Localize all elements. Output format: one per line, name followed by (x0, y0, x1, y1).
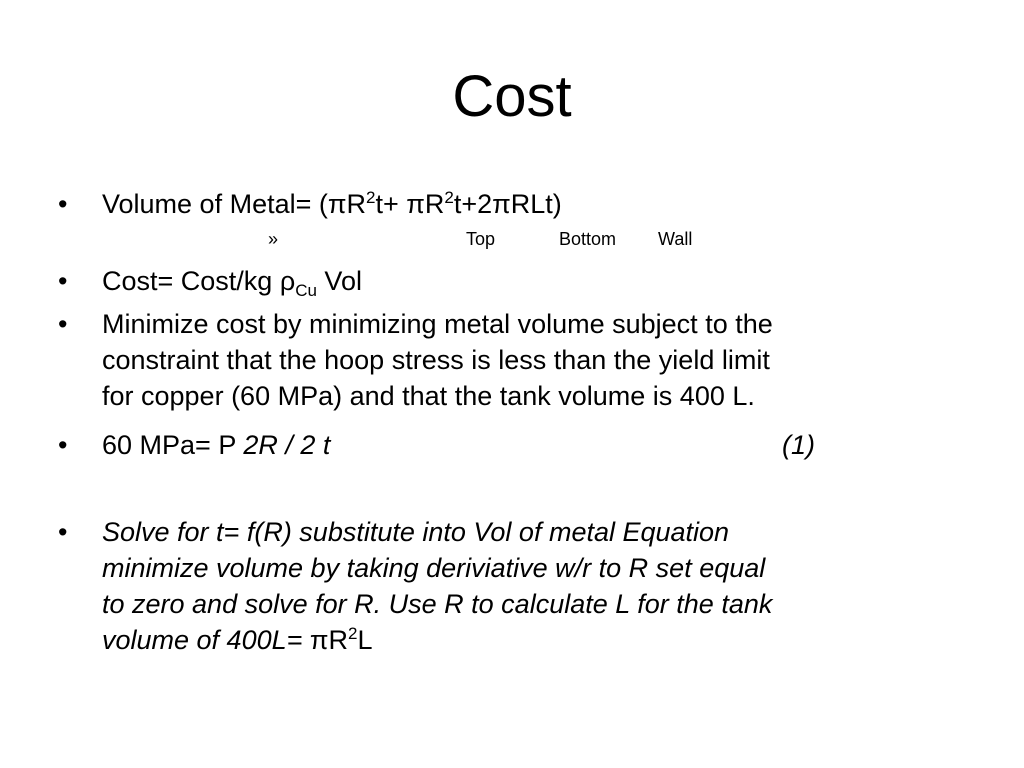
bullet-marker: • (58, 430, 68, 460)
text-run: volume of 400L= (102, 625, 310, 655)
bullet-marker: • (58, 309, 68, 339)
text-run: t+ πR (375, 189, 445, 219)
bullet-text (102, 427, 330, 463)
superscript: 2 (444, 188, 454, 207)
bullet-text (102, 306, 773, 414)
text-run: 60 MPa= P (102, 430, 244, 460)
text-run: πR (309, 625, 349, 655)
text-line: for copper (60 MPa) and that the tank volume is 400 L. (102, 381, 755, 411)
text-line: constraint that the hoop stress is less than the yield limit (102, 345, 770, 375)
text-run: t+2πRLt) (453, 189, 562, 219)
text-run: Volume of Metal= (πR (102, 189, 366, 219)
superscript: 2 (348, 624, 358, 643)
text-run: Vol (316, 266, 362, 296)
text-line (102, 622, 772, 658)
subscript: Cu (295, 281, 317, 300)
bullet-text (102, 514, 772, 658)
text-run-italic: 2R / 2 t (243, 430, 331, 460)
text-line: minimize volume by taking deriviative w/r to R set equal (102, 553, 766, 583)
text-run: L (357, 625, 373, 655)
text-line: to zero and solve for R. Use R to calculate L for the tank (102, 589, 773, 619)
bullet-text (102, 186, 562, 222)
bullet-marker: • (58, 266, 68, 296)
bullet-marker: • (58, 517, 68, 547)
label-wall: Wall (658, 229, 693, 249)
text-line: Minimize cost by minimizing metal volume subject to the (102, 309, 773, 339)
bullet-text (102, 263, 362, 299)
label-bottom: Bottom (559, 229, 617, 249)
superscript: 2 (366, 188, 376, 207)
equation-number: (1) (782, 430, 815, 460)
label-top: Top (466, 229, 496, 249)
bullet-marker: • (58, 189, 68, 219)
slide-title: Cost (452, 64, 572, 129)
sub-bullet-marker: » (268, 229, 279, 249)
text-line: Solve for t= f(R) substitute into Vol of metal Equation (102, 517, 730, 547)
text-run: Cost= Cost/kg ρ (102, 266, 296, 296)
